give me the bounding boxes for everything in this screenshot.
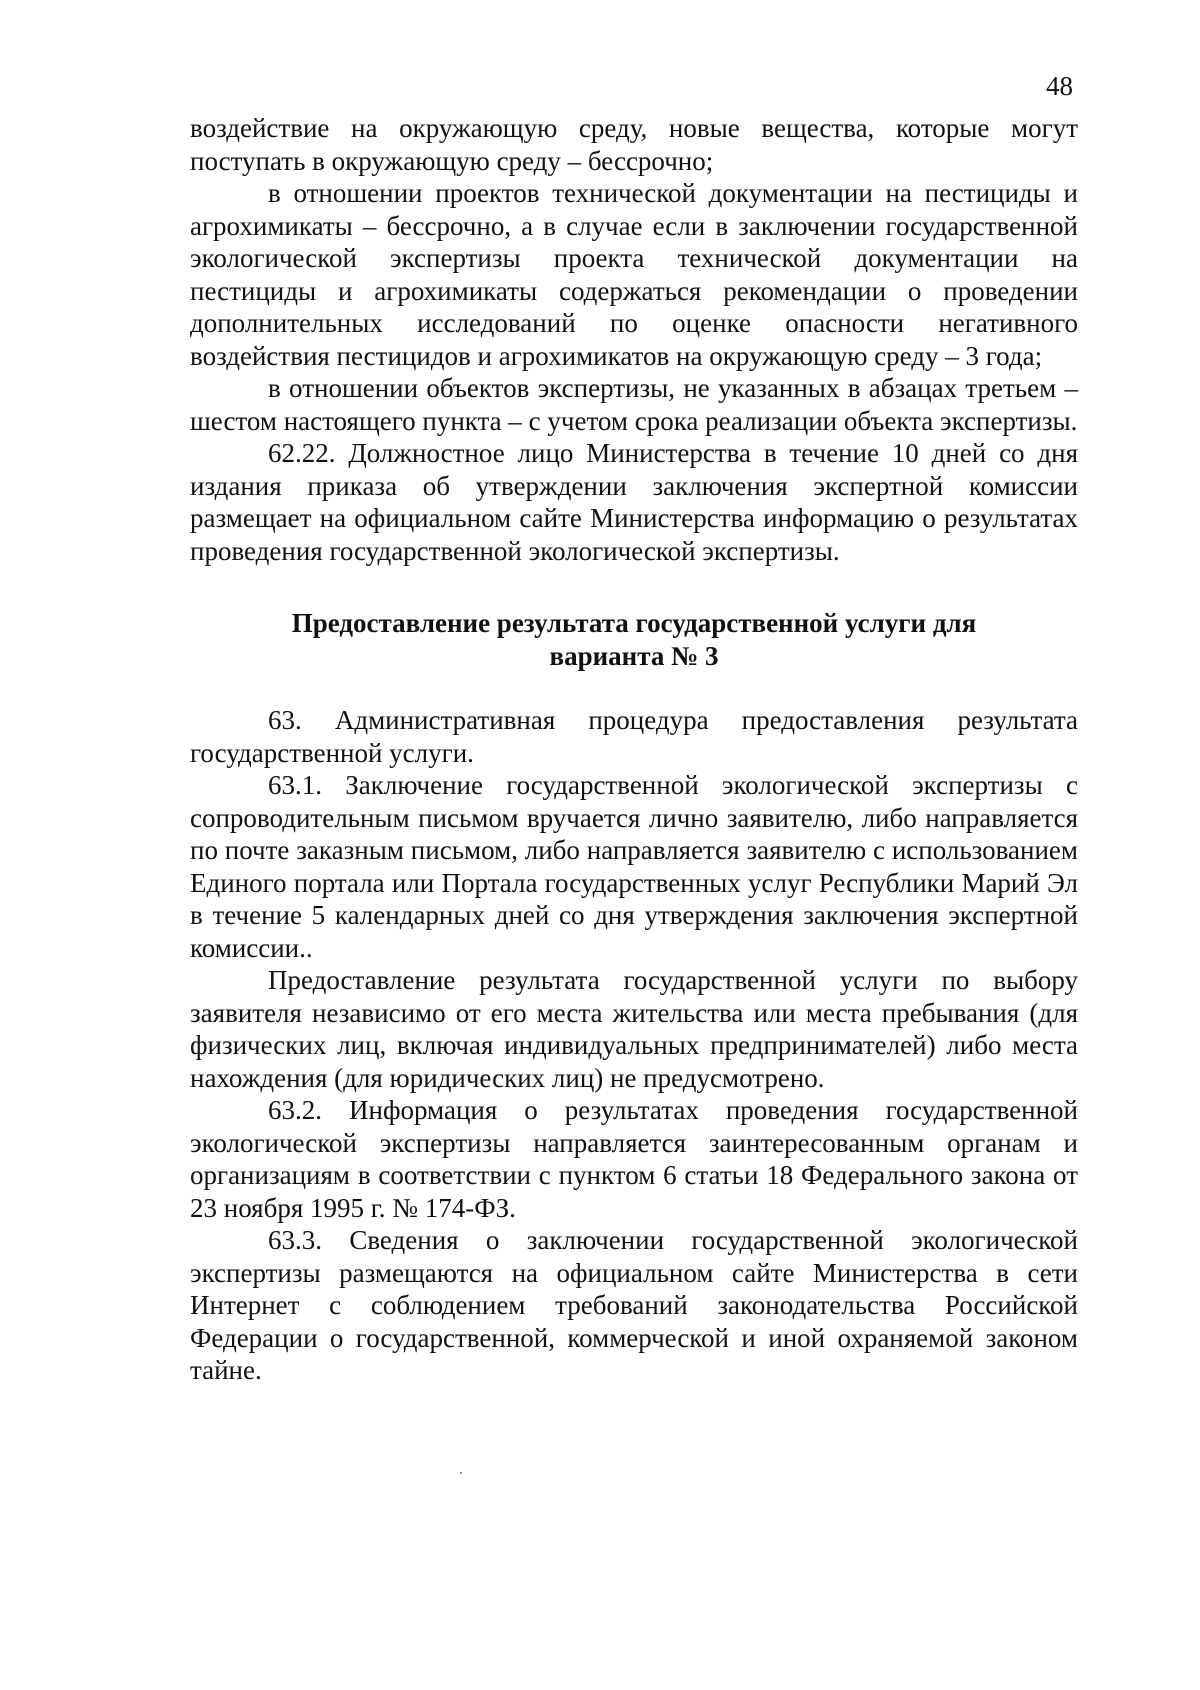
section-heading-line-1: Предоставление результата государственной услуги для bbox=[291, 608, 977, 638]
page-number: 48 bbox=[1046, 71, 1073, 101]
paragraph-63: 63. Административная процедура предоставления результата государственной услуги. bbox=[190, 705, 1078, 768]
scan-speck bbox=[460, 1472, 462, 1474]
document-body bbox=[190, 112, 1078, 1387]
paragraph-63-2: 63.2. Информация о результатах проведения государственной экологической экспертизы направляется заинтересованным органам и организациям в соответствии с пунктом 6 статьи 18 Федерального закона от 23 ноября 1995 г. № 174-ФЗ. bbox=[190, 1095, 1078, 1223]
section-heading bbox=[190, 607, 1078, 672]
paragraph-continuation: воздействие на окружающую среду, новые вещества, которые могут поступать в окружающую среду – бессрочно; bbox=[190, 113, 1078, 176]
paragraph-63-3: 63.3. Сведения о заключении государственной экологической экспертизы размещаются на официальном сайте Министерства в сети Интернет с соблюдением требований законодательства Российской Федерации о государственной, коммерческой и иной охраняемой законом тайне. bbox=[190, 1225, 1078, 1385]
paragraph-other-objects-term: в отношении объектов экспертизы, не указанных в абзацах третьем – шестом настоящего пункта – с учетом срока реализации объекта экспертизы. bbox=[190, 373, 1078, 436]
paragraph-62-22: 62.22. Должностное лицо Министерства в течение 10 дней со дня издания приказа об утверждении заключения экспертной комиссии размещает на официальном сайте Министерства информацию о результатах проведения государственной экологической экспертизы. bbox=[190, 438, 1078, 566]
paragraph-63-1: 63.1. Заключение государственной экологической экспертизы с сопроводительным письмом вручается лично заявителю, либо направляется по почте заказным письмом, либо направляется заявителю с использованием Единого портала или Портала государственных услуг Республики Марий Эл в течение 5 календарных дней со дня утверждения заключения экспертной комиссии.. bbox=[190, 770, 1078, 963]
paragraph-result-choice: Предоставление результата государственной услуги по выбору заявителя независимо от его места жительства или места пребывания (для физических лиц, включая индивидуальных предпринимателей) либо места нахождения (для юридических лиц) не предусмотрено. bbox=[190, 965, 1078, 1093]
section-heading-line-2: варианта № 3 bbox=[549, 640, 719, 671]
paragraph-pesticides-term: в отношении проектов технической документации на пестициды и агрохимикаты – бессрочно, а в случае если в заключении государственной экологической экспертизы проекта технической документации на пестициды и агрохимикаты содержаться рекомендации о проведении дополнительных исследований по оценке опасности негативного воздействия пестицидов и агрохимикатов на окружающую среду – 3 года; bbox=[190, 178, 1078, 371]
